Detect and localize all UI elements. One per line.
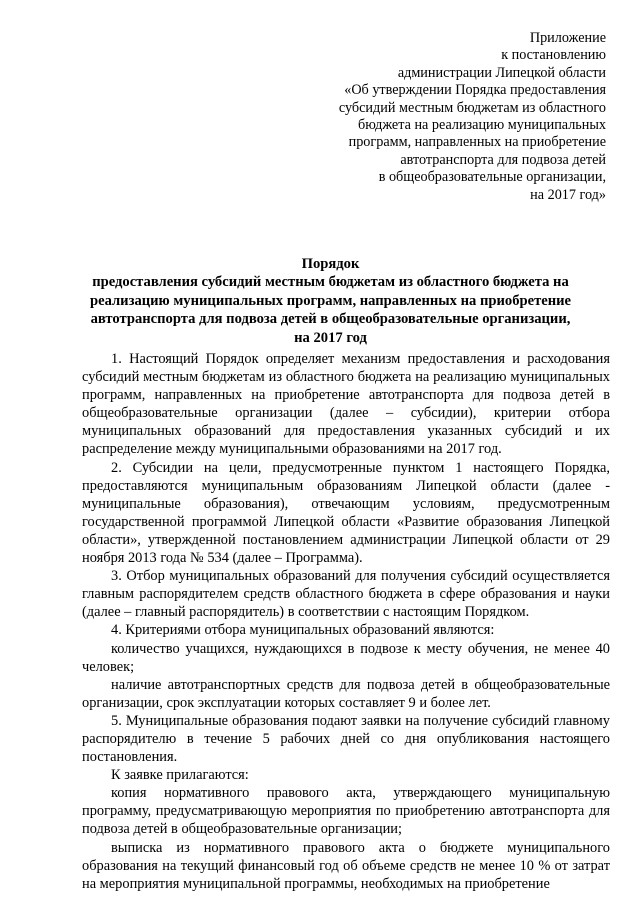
appendix-line: в общеобразовательные организации, bbox=[378, 169, 606, 186]
document-body bbox=[82, 350, 610, 893]
attachment-budget-extract: выписка из нормативного правового акта о бюджете муниципального образования на текущий финансовый год об объеме средств не менее 10 % от затрат на мероприятия муниципальной программы, необходимых на приобретение bbox=[82, 839, 610, 892]
title-line: на 2017 год bbox=[294, 329, 367, 346]
title-line: автотранспорта для подвоза детей в общеобразовательные организации, bbox=[90, 311, 571, 328]
appendix-line: программ, направленных на приобретение bbox=[348, 134, 606, 151]
criterion-vehicles: наличие автотранспортных средств для подвоза детей в общеобразовательные организации, срок эксплуатации которых составляет 9 и более лет. bbox=[82, 676, 610, 711]
title-line: реализацию муниципальных программ, направленных на приобретение bbox=[89, 292, 572, 309]
criterion-students: количество учащихся, нуждающихся в подвозе к месту обучения, не менее 40 человек; bbox=[82, 640, 610, 675]
attachments-intro: К заявке прилагаются: bbox=[111, 767, 249, 784]
appendix-header bbox=[339, 30, 606, 204]
paragraph-3: 3. Отбор муниципальных образований для получения субсидий осуществляется главным распорядителем средств областного бюджета в сфере образования и науки (далее – главный распорядитель) в соответствии с настоящим Порядком. bbox=[82, 568, 610, 621]
appendix-line: автотранспорта для подвоза детей bbox=[400, 151, 606, 168]
appendix-line: Приложение bbox=[529, 30, 606, 46]
appendix-line: бюджета на реализацию муниципальных bbox=[358, 117, 606, 134]
paragraph-2: 2. Субсидии на цели, предусмотренные пунктом 1 настоящего Порядка, предоставляются муниципальным образованиям Липецкой области (далее - муниципальные образования), отвечающим условиям, предусмотренным государственной программой Липецкой области «Развитие образования Липецкой области», утвержденной постановлением администрации Липецкой области от 29 ноября 2013 года № 534 (далее – Программа). bbox=[82, 459, 610, 567]
appendix-line: субсидий местным бюджетам из областного bbox=[338, 99, 606, 116]
paragraph-1: 1. Настоящий Порядок определяет механизм предоставления и расходования субсидий местным бюджетам из областного бюджета на реализацию муниципальных программ, направленных на приобретение автотранспорта для подвоза детей в общеобразовательные организации (далее – субсидии), критерии отбора муниципальных образований для предоставления указанных субсидий и их распределение между муниципальными образованиями на 2017 год. bbox=[82, 351, 610, 458]
title-line: Порядок bbox=[301, 256, 360, 272]
paragraph-5: 5. Муниципальные образования подают заявки на получение субсидий главному распорядителю в течение 5 рабочих дней со дня опубликования настоящего постановления. bbox=[82, 712, 610, 766]
title-line: предоставления субсидий местным бюджетам из областного бюджета на bbox=[92, 274, 569, 291]
paragraph-4: 4. Критериями отбора муниципальных образований являются: bbox=[111, 622, 495, 639]
document-title bbox=[58, 255, 603, 347]
appendix-line: «Об утверждении Порядка предоставления bbox=[344, 82, 606, 99]
attachment-program-copy: копия нормативного правового акта, утверждающего муниципальную программу, предусматривающую мероприятия по приобретению автотранспорта для подвоза детей в общеобразовательные организации; bbox=[82, 785, 610, 838]
appendix-line: на 2017 год» bbox=[530, 186, 606, 203]
appendix-line: администрации Липецкой области bbox=[397, 64, 606, 81]
appendix-line: к постановлению bbox=[501, 47, 606, 64]
